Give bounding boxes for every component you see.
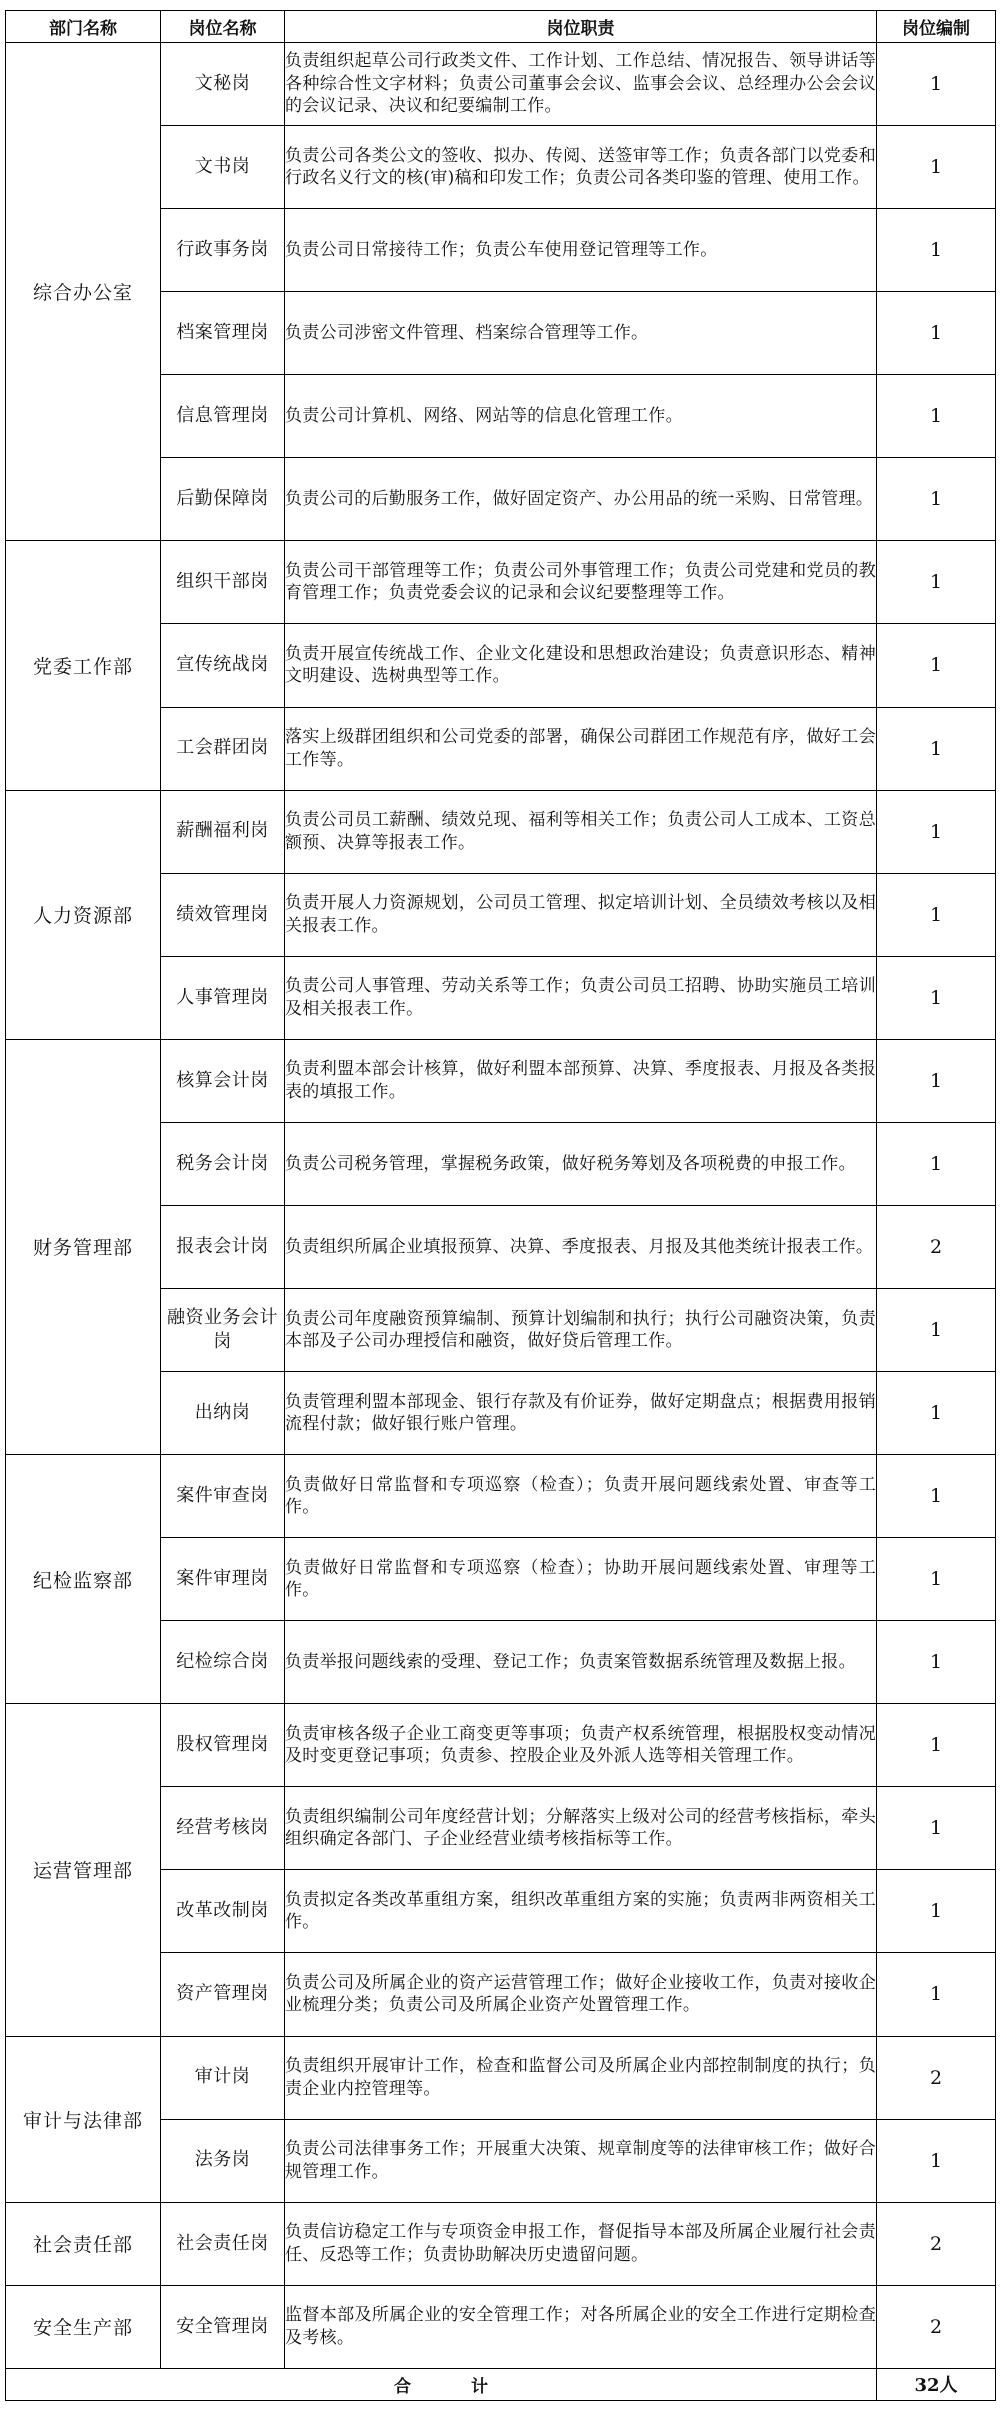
- position-duty: 负责组织编制公司年度经营计划；分解落实上级对公司的经营考核指标，牵头组织确定各部门、子企业经营业绩考核指标等工作。: [285, 1787, 877, 1870]
- header-count: 岗位编制: [877, 11, 996, 43]
- table-row: [6, 2202, 996, 2285]
- position-name: 核算会计岗: [161, 1039, 285, 1122]
- position-count: 1: [877, 1621, 996, 1704]
- position-duty: 负责公司的后勤服务工作，做好固定资产、办公用品的统一采购、日常管理。: [285, 458, 877, 541]
- position-duty: 负责公司税务管理，掌握税务政策，做好税务筹划及各项税费的申报工作。: [285, 1122, 877, 1205]
- position-name: 人事管理岗: [161, 956, 285, 1039]
- position-duty: 负责公司人事管理、劳动关系等工作；负责公司员工招聘、协助实施员工培训及相关报表工作。: [285, 956, 877, 1039]
- position-duty: 监督本部及所属企业的安全管理工作；对各所属企业的安全工作进行定期检查及考核。: [285, 2285, 877, 2368]
- position-count: 1: [877, 790, 996, 873]
- position-count: 1: [877, 707, 996, 790]
- department-name: 运营管理部: [6, 1704, 161, 2036]
- position-name: 纪检综合岗: [161, 1621, 285, 1704]
- position-duty: 负责利盟本部会计核算，做好利盟本部预算、决算、季度报表、月报及各类报表的填报工作。: [285, 1039, 877, 1122]
- position-count: 1: [877, 375, 996, 458]
- position-count: 1: [877, 1455, 996, 1538]
- department-name: 安全生产部: [6, 2285, 161, 2368]
- department-name: 社会责任部: [6, 2202, 161, 2285]
- position-name: 法务岗: [161, 2119, 285, 2202]
- position-duty: 负责公司年度融资预算编制、预算计划编制和执行；执行公司融资决策，负责本部及子公司办理授信和融资，做好贷后管理工作。: [285, 1288, 877, 1371]
- position-name: 案件审理岗: [161, 1538, 285, 1621]
- position-count: 2: [877, 2202, 996, 2285]
- position-name: 组织干部岗: [161, 541, 285, 624]
- position-name: 行政事务岗: [161, 209, 285, 292]
- table-row: [6, 1455, 996, 1538]
- position-count: 1: [877, 209, 996, 292]
- position-name: 报表会计岗: [161, 1205, 285, 1288]
- position-name: 宣传统战岗: [161, 624, 285, 707]
- position-duty: 落实上级群团组织和公司党委的部署，确保公司群团工作规范有序，做好工会工作等。: [285, 707, 877, 790]
- position-duty: 负责组织起草公司行政类文件、工作计划、工作总结、情况报告、领导讲话等各种综合性文字材料；负责公司董事会会议、监事会会议、总经理办公会会议的会议记录、决议和纪要编制工作。: [285, 43, 877, 126]
- table-row: [6, 43, 996, 126]
- position-name: 审计岗: [161, 2036, 285, 2119]
- department-name: 审计与法律部: [6, 2036, 161, 2202]
- position-name: 税务会计岗: [161, 1122, 285, 1205]
- position-duty: 负责公司日常接待工作；负责公车使用登记管理等工作。: [285, 209, 877, 292]
- position-name: 股权管理岗: [161, 1704, 285, 1787]
- position-count: 1: [877, 1538, 996, 1621]
- position-duty: 负责举报问题线索的受理、登记工作；负责案管数据系统管理及数据上报。: [285, 1621, 877, 1704]
- position-name: 融资业务会计岗: [161, 1288, 285, 1371]
- position-name: 工会群团岗: [161, 707, 285, 790]
- position-duty: 负责公司干部管理等工作；负责公司外事管理工作；负责公司党建和党员的教育管理工作；负责党委会议的记录和会议纪要整理等工作。: [285, 541, 877, 624]
- position-name: 文秘岗: [161, 43, 285, 126]
- position-count: 1: [877, 873, 996, 956]
- position-name: 经营考核岗: [161, 1787, 285, 1870]
- position-count: 1: [877, 1122, 996, 1205]
- position-count: 1: [877, 1704, 996, 1787]
- position-count: 1: [877, 541, 996, 624]
- position-count: 1: [877, 956, 996, 1039]
- position-count: 1: [877, 624, 996, 707]
- total-label: [6, 2368, 877, 2400]
- header-duty: 岗位职责: [285, 11, 877, 43]
- position-duty: 负责公司及所属企业的资产运营管理工作；做好企业接收工作，负责对接收企业梳理分类；负责公司及所属企业资产处置管理工作。: [285, 1953, 877, 2036]
- table-row: [6, 790, 996, 873]
- table-row: [6, 1704, 996, 1787]
- position-duty: 负责组织开展审计工作，检查和监督公司及所属企业内部控制制度的执行；负责企业内控管理等。: [285, 2036, 877, 2119]
- header-dept: 部门名称: [6, 11, 161, 43]
- position-count: 2: [877, 2285, 996, 2368]
- table-row: [6, 2036, 996, 2119]
- position-count: 2: [877, 1205, 996, 1288]
- department-name: 综合办公室: [6, 43, 161, 541]
- position-name: 档案管理岗: [161, 292, 285, 375]
- position-name: 薪酬福利岗: [161, 790, 285, 873]
- total-row: [6, 2368, 996, 2400]
- position-duty: 负责公司法律事务工作；开展重大决策、规章制度等的法律审核工作；做好合规管理工作。: [285, 2119, 877, 2202]
- position-name: 社会责任岗: [161, 2202, 285, 2285]
- position-duty: 负责审核各级子企业工商变更等事项；负责产权系统管理，根据股权变动情况及时变更登记事项；负责参、控股企业及外派人选等相关管理工作。: [285, 1704, 877, 1787]
- position-count: 1: [877, 1787, 996, 1870]
- header-position: 岗位名称: [161, 11, 285, 43]
- table-row: [6, 1039, 996, 1122]
- position-duty: 负责做好日常监督和专项巡察（检查）；协助开展问题线索处置、审理等工作。: [285, 1538, 877, 1621]
- total-label-first: 合: [394, 2376, 411, 2397]
- position-duty: 负责开展人力资源规划，公司员工管理、拟定培训计划、全员绩效考核以及相关报表工作。: [285, 873, 877, 956]
- position-duty: 负责公司员工薪酬、绩效兑现、福利等相关工作；负责公司人工成本、工资总额预、决算等报表工作。: [285, 790, 877, 873]
- total-count: 32人: [877, 2368, 996, 2400]
- position-duty: 负责组织所属企业填报预算、决算、季度报表、月报及其他类统计报表工作。: [285, 1205, 877, 1288]
- position-duty: 负责公司涉密文件管理、档案综合管理等工作。: [285, 292, 877, 375]
- position-name: 改革改制岗: [161, 1870, 285, 1953]
- position-name: 案件审查岗: [161, 1455, 285, 1538]
- position-duty: 负责管理利盟本部现金、银行存款及有价证券，做好定期盘点；根据费用报销流程付款；做好银行账户管理。: [285, 1372, 877, 1455]
- position-name: 信息管理岗: [161, 375, 285, 458]
- position-count: 1: [877, 126, 996, 209]
- position-count: 1: [877, 1870, 996, 1953]
- position-count: 1: [877, 2119, 996, 2202]
- department-name: 人力资源部: [6, 790, 161, 1039]
- position-count: 1: [877, 292, 996, 375]
- position-count: 1: [877, 458, 996, 541]
- position-count: 1: [877, 1039, 996, 1122]
- position-duty: 负责信访稳定工作与专项资金申报工作，督促指导本部及所属企业履行社会责任、反恐等工作；负责协助解决历史遗留问题。: [285, 2202, 877, 2285]
- department-name: 党委工作部: [6, 541, 161, 790]
- table-row: [6, 541, 996, 624]
- position-count: 2: [877, 2036, 996, 2119]
- position-count: 1: [877, 43, 996, 126]
- department-name: 纪检监察部: [6, 1455, 161, 1704]
- total-label-second: 计: [471, 2376, 488, 2397]
- department-name: 财务管理部: [6, 1039, 161, 1454]
- position-name: 出纳岗: [161, 1372, 285, 1455]
- position-name: 资产管理岗: [161, 1953, 285, 2036]
- position-count: 1: [877, 1953, 996, 2036]
- position-count: 1: [877, 1288, 996, 1371]
- position-duty: 负责公司计算机、网络、网站等的信息化管理工作。: [285, 375, 877, 458]
- position-duty: 负责拟定各类改革重组方案，组织改革重组方案的实施；负责两非两资相关工作。: [285, 1870, 877, 1953]
- position-table: [5, 10, 996, 2401]
- table-header-row: [6, 11, 996, 43]
- position-count: 1: [877, 1372, 996, 1455]
- position-name: 绩效管理岗: [161, 873, 285, 956]
- table-row: [6, 2285, 996, 2368]
- position-name: 文书岗: [161, 126, 285, 209]
- position-duty: 负责公司各类公文的签收、拟办、传阅、送签审等工作；负责各部门以党委和行政名义行文的核(审)稿和印发工作；负责公司各类印鉴的管理、使用工作。: [285, 126, 877, 209]
- position-name: 安全管理岗: [161, 2285, 285, 2368]
- position-duty: 负责开展宣传统战工作、企业文化建设和思想政治建设；负责意识形态、精神文明建设、选树典型等工作。: [285, 624, 877, 707]
- position-name: 后勤保障岗: [161, 458, 285, 541]
- position-duty: 负责做好日常监督和专项巡察（检查）；负责开展问题线索处置、审查等工作。: [285, 1455, 877, 1538]
- table-body: [6, 43, 996, 2401]
